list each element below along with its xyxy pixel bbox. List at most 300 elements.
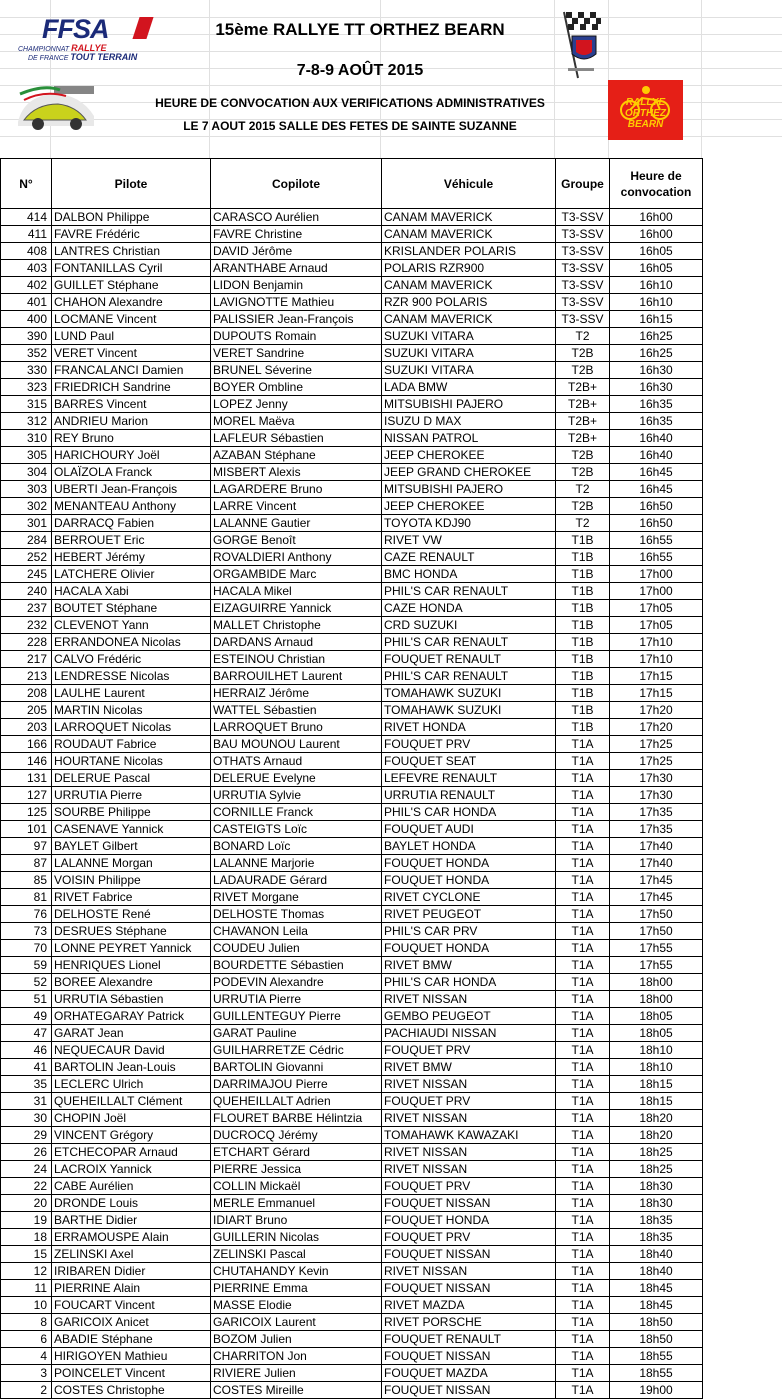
cell-groupe: T2B bbox=[556, 362, 610, 379]
cell-groupe: T1A bbox=[556, 1212, 610, 1229]
cell-heure: 18h00 bbox=[610, 991, 703, 1008]
cell-vehicule: KRISLANDER POLARIS bbox=[382, 243, 556, 260]
cell-vehicule: RIVET BMW bbox=[382, 957, 556, 974]
cell-number: 101 bbox=[1, 821, 52, 838]
cell-copilote: LOPEZ Jenny bbox=[211, 396, 382, 413]
cell-number: 240 bbox=[1, 583, 52, 600]
cell-pilote: FOUCART Vincent bbox=[52, 1297, 211, 1314]
cell-vehicule: FOUQUET NISSAN bbox=[382, 1195, 556, 1212]
cell-copilote: CHUTAHANDY Kevin bbox=[211, 1263, 382, 1280]
cell-pilote: DELERUE Pascal bbox=[52, 770, 211, 787]
cell-vehicule: FOUQUET SEAT bbox=[382, 753, 556, 770]
cell-copilote: IDIART Bruno bbox=[211, 1212, 382, 1229]
cell-heure: 17h40 bbox=[610, 855, 703, 872]
cell-pilote: CASENAVE Yannick bbox=[52, 821, 211, 838]
cell-number: 24 bbox=[1, 1161, 52, 1178]
cell-heure: 17h00 bbox=[610, 566, 703, 583]
cell-vehicule: PACHIAUDI NISSAN bbox=[382, 1025, 556, 1042]
cell-vehicule: CAZE HONDA bbox=[382, 600, 556, 617]
cell-number: 29 bbox=[1, 1127, 52, 1144]
cell-number: 217 bbox=[1, 651, 52, 668]
table-row bbox=[1, 1246, 703, 1263]
cell-number: 6 bbox=[1, 1331, 52, 1348]
cell-heure: 17h45 bbox=[610, 872, 703, 889]
col-header-pilote: Pilote bbox=[52, 159, 211, 209]
table-row bbox=[1, 600, 703, 617]
cell-heure: 16h55 bbox=[610, 532, 703, 549]
page-title: 15ème RALLYE TT ORTHEZ BEARN bbox=[215, 20, 505, 39]
cell-number: 22 bbox=[1, 1178, 52, 1195]
cell-vehicule: FOUQUET RENAULT bbox=[382, 1331, 556, 1348]
cell-heure: 17h00 bbox=[610, 583, 703, 600]
table-row bbox=[1, 651, 703, 668]
table-row bbox=[1, 226, 703, 243]
cell-groupe: T1A bbox=[556, 1365, 610, 1382]
cell-number: 228 bbox=[1, 634, 52, 651]
cell-vehicule: CANAM MAVERICK bbox=[382, 311, 556, 328]
cell-copilote: PIERRINE Emma bbox=[211, 1280, 382, 1297]
cell-groupe: T2B+ bbox=[556, 430, 610, 447]
cell-vehicule: URRUTIA RENAULT bbox=[382, 787, 556, 804]
cell-copilote: GORGE Benoît bbox=[211, 532, 382, 549]
cell-number: 312 bbox=[1, 413, 52, 430]
cell-heure: 16h50 bbox=[610, 498, 703, 515]
cell-copilote: BARTOLIN Giovanni bbox=[211, 1059, 382, 1076]
cell-number: 208 bbox=[1, 685, 52, 702]
cell-pilote: VOISIN Philippe bbox=[52, 872, 211, 889]
cell-copilote: QUEHEILLALT Adrien bbox=[211, 1093, 382, 1110]
cell-pilote: ETCHECOPAR Arnaud bbox=[52, 1144, 211, 1161]
table-row bbox=[1, 1195, 703, 1212]
cell-copilote: MALLET Christophe bbox=[211, 617, 382, 634]
cell-vehicule: SUZUKI VITARA bbox=[382, 328, 556, 345]
cell-pilote: CHAHON Alexandre bbox=[52, 294, 211, 311]
cell-heure: 18h25 bbox=[610, 1144, 703, 1161]
cell-heure: 17h25 bbox=[610, 753, 703, 770]
table-row bbox=[1, 277, 703, 294]
cell-number: 31 bbox=[1, 1093, 52, 1110]
cell-copilote: MOREL Maëva bbox=[211, 413, 382, 430]
cell-pilote: ERRAMOUSPE Alain bbox=[52, 1229, 211, 1246]
cell-vehicule: RIVET PORSCHE bbox=[382, 1314, 556, 1331]
cell-copilote: BONARD Loïc bbox=[211, 838, 382, 855]
table-row bbox=[1, 685, 703, 702]
cell-groupe: T1B bbox=[556, 668, 610, 685]
table-row bbox=[1, 974, 703, 991]
table-row bbox=[1, 1042, 703, 1059]
cell-groupe: T1A bbox=[556, 1195, 610, 1212]
cell-groupe: T1A bbox=[556, 974, 610, 991]
cell-copilote: AZABAN Stéphane bbox=[211, 447, 382, 464]
cell-groupe: T1A bbox=[556, 1348, 610, 1365]
cell-vehicule: FOUQUET PRV bbox=[382, 736, 556, 753]
checkered-flag-logo bbox=[558, 8, 602, 80]
cell-number: 301 bbox=[1, 515, 52, 532]
cell-heure: 18h40 bbox=[610, 1263, 703, 1280]
cell-copilote: CHAVANON Leila bbox=[211, 923, 382, 940]
table-row bbox=[1, 413, 703, 430]
table-row bbox=[1, 379, 703, 396]
cell-vehicule: JEEP CHEROKEE bbox=[382, 498, 556, 515]
cell-heure: 18h30 bbox=[610, 1195, 703, 1212]
table-row bbox=[1, 1212, 703, 1229]
cell-copilote: RIVET Morgane bbox=[211, 889, 382, 906]
cell-heure: 16h00 bbox=[610, 209, 703, 226]
cell-number: 19 bbox=[1, 1212, 52, 1229]
cell-heure: 18h45 bbox=[610, 1280, 703, 1297]
cell-pilote: ZELINSKI Axel bbox=[52, 1246, 211, 1263]
cell-groupe: T1B bbox=[556, 583, 610, 600]
cell-groupe: T1B bbox=[556, 617, 610, 634]
cell-copilote: MISBERT Alexis bbox=[211, 464, 382, 481]
cell-groupe: T1A bbox=[556, 1382, 610, 1399]
cell-groupe: T1A bbox=[556, 957, 610, 974]
cell-number: 4 bbox=[1, 1348, 52, 1365]
cell-vehicule: RIVET NISSAN bbox=[382, 1161, 556, 1178]
cell-number: 390 bbox=[1, 328, 52, 345]
table-row bbox=[1, 821, 703, 838]
cell-heure: 16h50 bbox=[610, 515, 703, 532]
cell-copilote: PIERRE Jessica bbox=[211, 1161, 382, 1178]
cell-copilote: ORGAMBIDE Marc bbox=[211, 566, 382, 583]
cell-number: 401 bbox=[1, 294, 52, 311]
cell-groupe: T1A bbox=[556, 770, 610, 787]
cell-pilote: HENRIQUES Lionel bbox=[52, 957, 211, 974]
col-header-heure: Heure de convocation bbox=[610, 159, 703, 209]
table-row bbox=[1, 957, 703, 974]
cell-groupe: T1A bbox=[556, 1059, 610, 1076]
cell-copilote: EIZAGUIRRE Yannick bbox=[211, 600, 382, 617]
cell-vehicule: RIVET NISSAN bbox=[382, 1110, 556, 1127]
cell-number: 305 bbox=[1, 447, 52, 464]
cell-vehicule: RIVET NISSAN bbox=[382, 991, 556, 1008]
cell-copilote: COLLIN Mickaël bbox=[211, 1178, 382, 1195]
cell-copilote: ARANTHABE Arnaud bbox=[211, 260, 382, 277]
cell-vehicule: FOUQUET NISSAN bbox=[382, 1280, 556, 1297]
cell-groupe: T1A bbox=[556, 991, 610, 1008]
cell-groupe: T3-SSV bbox=[556, 209, 610, 226]
ffsa-logo-subtitle-1: CHAMPIONNAT RALLYE bbox=[18, 43, 107, 53]
cell-groupe: T3-SSV bbox=[556, 311, 610, 328]
cell-heure: 17h15 bbox=[610, 685, 703, 702]
cell-heure: 16h25 bbox=[610, 345, 703, 362]
table-row bbox=[1, 991, 703, 1008]
cell-heure: 16h40 bbox=[610, 430, 703, 447]
cell-groupe: T1B bbox=[556, 702, 610, 719]
cell-heure: 18h15 bbox=[610, 1093, 703, 1110]
cell-groupe: T1A bbox=[556, 1042, 610, 1059]
cell-pilote: HOURTANE Nicolas bbox=[52, 753, 211, 770]
cell-groupe: T1A bbox=[556, 1127, 610, 1144]
orthez-bearn-rally-logo bbox=[608, 80, 683, 140]
cell-vehicule: BMC HONDA bbox=[382, 566, 556, 583]
cell-pilote: VERET Vincent bbox=[52, 345, 211, 362]
cell-number: 41 bbox=[1, 1059, 52, 1076]
cell-number: 81 bbox=[1, 889, 52, 906]
cell-pilote: FRIEDRICH Sandrine bbox=[52, 379, 211, 396]
cell-heure: 18h10 bbox=[610, 1059, 703, 1076]
cell-pilote: URRUTIA Sébastien bbox=[52, 991, 211, 1008]
cell-number: 52 bbox=[1, 974, 52, 991]
cell-groupe: T2B bbox=[556, 345, 610, 362]
cell-number: 284 bbox=[1, 532, 52, 549]
orthez-bearn-logo-text: RALLYE ORTHEZ BEARN bbox=[625, 97, 666, 130]
cell-vehicule: TOMAHAWK SUZUKI bbox=[382, 702, 556, 719]
cell-heure: 17h30 bbox=[610, 787, 703, 804]
cell-vehicule: CRD SUZUKI bbox=[382, 617, 556, 634]
cell-heure: 16h25 bbox=[610, 328, 703, 345]
cell-vehicule: RIVET MAZDA bbox=[382, 1297, 556, 1314]
cell-heure: 17h15 bbox=[610, 668, 703, 685]
cell-copilote: BOZOM Julien bbox=[211, 1331, 382, 1348]
cell-copilote: DELERUE Evelyne bbox=[211, 770, 382, 787]
cell-number: 10 bbox=[1, 1297, 52, 1314]
table-row bbox=[1, 787, 703, 804]
table-row bbox=[1, 1127, 703, 1144]
cell-copilote: GUILLENTEGUY Pierre bbox=[211, 1008, 382, 1025]
cell-pilote: RIVET Fabrice bbox=[52, 889, 211, 906]
table-row bbox=[1, 1059, 703, 1076]
cell-copilote: HACALA Mikel bbox=[211, 583, 382, 600]
cell-copilote: COUDEU Julien bbox=[211, 940, 382, 957]
cell-heure: 16h40 bbox=[610, 447, 703, 464]
cell-number: 402 bbox=[1, 277, 52, 294]
cell-copilote: LARROQUET Bruno bbox=[211, 719, 382, 736]
cell-heure: 16h45 bbox=[610, 481, 703, 498]
cell-copilote: OTHATS Arnaud bbox=[211, 753, 382, 770]
cell-groupe: T3-SSV bbox=[556, 260, 610, 277]
table-row bbox=[1, 1178, 703, 1195]
cell-vehicule: PHIL'S CAR RENAULT bbox=[382, 634, 556, 651]
cell-number: 35 bbox=[1, 1076, 52, 1093]
col-header-copilote: Copilote bbox=[211, 159, 382, 209]
cell-number: 26 bbox=[1, 1144, 52, 1161]
cell-groupe: T2B+ bbox=[556, 379, 610, 396]
cell-heure: 16h55 bbox=[610, 549, 703, 566]
event-dates: 7-8-9 AOÛT 2015 bbox=[296, 62, 424, 79]
cell-heure: 17h50 bbox=[610, 906, 703, 923]
table-row bbox=[1, 855, 703, 872]
table-row bbox=[1, 498, 703, 515]
cell-groupe: T1A bbox=[556, 838, 610, 855]
cell-number: 302 bbox=[1, 498, 52, 515]
cell-pilote: CALVO Frédéric bbox=[52, 651, 211, 668]
cell-vehicule: PHIL'S CAR HONDA bbox=[382, 974, 556, 991]
cell-heure: 16h30 bbox=[610, 362, 703, 379]
cell-heure: 17h50 bbox=[610, 923, 703, 940]
cell-pilote: BERROUET Eric bbox=[52, 532, 211, 549]
cell-copilote: LAFLEUR Sébastien bbox=[211, 430, 382, 447]
cell-copilote: FAVRE Christine bbox=[211, 226, 382, 243]
cell-vehicule: FOUQUET PRV bbox=[382, 1093, 556, 1110]
cell-vehicule: CANAM MAVERICK bbox=[382, 277, 556, 294]
cell-pilote: BARTOLIN Jean-Louis bbox=[52, 1059, 211, 1076]
cell-pilote: DESRUES Stéphane bbox=[52, 923, 211, 940]
cell-vehicule: JEEP CHEROKEE bbox=[382, 447, 556, 464]
cell-pilote: LENDRESSE Nicolas bbox=[52, 668, 211, 685]
cell-groupe: T1A bbox=[556, 923, 610, 940]
cell-heure: 18h00 bbox=[610, 974, 703, 991]
cell-vehicule: LADA BMW bbox=[382, 379, 556, 396]
cell-number: 18 bbox=[1, 1229, 52, 1246]
cell-groupe: T1A bbox=[556, 1110, 610, 1127]
cell-heure: 18h35 bbox=[610, 1212, 703, 1229]
cell-copilote: PODEVIN Alexandre bbox=[211, 974, 382, 991]
cell-groupe: T1A bbox=[556, 1093, 610, 1110]
cell-vehicule: JEEP GRAND CHEROKEE bbox=[382, 464, 556, 481]
cell-copilote: URRUTIA Sylvie bbox=[211, 787, 382, 804]
cell-heure: 18h20 bbox=[610, 1110, 703, 1127]
cell-number: 51 bbox=[1, 991, 52, 1008]
table-row bbox=[1, 209, 703, 226]
cell-pilote: URRUTIA Pierre bbox=[52, 787, 211, 804]
cell-copilote: LARRE Vincent bbox=[211, 498, 382, 515]
cell-number: 87 bbox=[1, 855, 52, 872]
cell-pilote: COSTES Christophe bbox=[52, 1382, 211, 1399]
cell-copilote: URRUTIA Pierre bbox=[211, 991, 382, 1008]
table-row bbox=[1, 1110, 703, 1127]
cell-number: 330 bbox=[1, 362, 52, 379]
cell-vehicule: FOUQUET NISSAN bbox=[382, 1246, 556, 1263]
cell-heure: 18h05 bbox=[610, 1008, 703, 1025]
table-row bbox=[1, 362, 703, 379]
cell-vehicule: BAYLET HONDA bbox=[382, 838, 556, 855]
cell-heure: 17h30 bbox=[610, 770, 703, 787]
cell-pilote: HARICHOURY Joël bbox=[52, 447, 211, 464]
cell-copilote: CORNILLE Franck bbox=[211, 804, 382, 821]
cell-pilote: VINCENT Grégory bbox=[52, 1127, 211, 1144]
cell-number: 76 bbox=[1, 906, 52, 923]
cell-heure: 16h00 bbox=[610, 226, 703, 243]
cell-number: 20 bbox=[1, 1195, 52, 1212]
cell-copilote: ESTEINOU Christian bbox=[211, 651, 382, 668]
cell-copilote: BOYER Ombline bbox=[211, 379, 382, 396]
cell-copilote: DUPOUTS Romain bbox=[211, 328, 382, 345]
cell-heure: 16h35 bbox=[610, 396, 703, 413]
cell-vehicule: FOUQUET MAZDA bbox=[382, 1365, 556, 1382]
cell-groupe: T1B bbox=[556, 651, 610, 668]
cell-vehicule: PHIL'S CAR PRV bbox=[382, 923, 556, 940]
cell-vehicule: RIVET NISSAN bbox=[382, 1076, 556, 1093]
table-row bbox=[1, 532, 703, 549]
cell-number: 303 bbox=[1, 481, 52, 498]
cell-groupe: T1A bbox=[556, 1144, 610, 1161]
table-row bbox=[1, 396, 703, 413]
cell-groupe: T1B bbox=[556, 549, 610, 566]
cell-pilote: LALANNE Morgan bbox=[52, 855, 211, 872]
cell-heure: 18h40 bbox=[610, 1246, 703, 1263]
cell-pilote: UBERTI Jean-François bbox=[52, 481, 211, 498]
table-row bbox=[1, 1144, 703, 1161]
cell-vehicule: GEMBO PEUGEOT bbox=[382, 1008, 556, 1025]
cell-vehicule: ISUZU D MAX bbox=[382, 413, 556, 430]
cell-vehicule: RIVET NISSAN bbox=[382, 1144, 556, 1161]
cell-heure: 18h45 bbox=[610, 1297, 703, 1314]
cell-number: 30 bbox=[1, 1110, 52, 1127]
cell-groupe: T1A bbox=[556, 753, 610, 770]
cell-heure: 17h25 bbox=[610, 736, 703, 753]
cell-heure: 16h15 bbox=[610, 311, 703, 328]
table-row bbox=[1, 243, 703, 260]
cell-pilote: LOCMANE Vincent bbox=[52, 311, 211, 328]
ffsa-logo-mark bbox=[132, 17, 153, 39]
cell-number: 59 bbox=[1, 957, 52, 974]
cell-groupe: T1A bbox=[556, 889, 610, 906]
cell-number: 166 bbox=[1, 736, 52, 753]
cell-pilote: QUEHEILLALT Clément bbox=[52, 1093, 211, 1110]
cell-pilote: FRANCALANCI Damien bbox=[52, 362, 211, 379]
cell-pilote: LATCHERE Olivier bbox=[52, 566, 211, 583]
cell-pilote: LARROQUET Nicolas bbox=[52, 719, 211, 736]
cell-vehicule: TOMAHAWK SUZUKI bbox=[382, 685, 556, 702]
cell-pilote: HEBERT Jérémy bbox=[52, 549, 211, 566]
table-row bbox=[1, 481, 703, 498]
cell-pilote: NEQUECAUR David bbox=[52, 1042, 211, 1059]
cell-vehicule: LEFEVRE RENAULT bbox=[382, 770, 556, 787]
cell-heure: 16h05 bbox=[610, 260, 703, 277]
table-row bbox=[1, 906, 703, 923]
cell-pilote: LACROIX Yannick bbox=[52, 1161, 211, 1178]
cell-number: 400 bbox=[1, 311, 52, 328]
col-header-groupe: Groupe bbox=[556, 159, 610, 209]
subtitle-location: LE 7 AOUT 2015 SALLE DES FETES DE SAINTE SUZANNE bbox=[183, 119, 517, 133]
cell-copilote: LALANNE Gautier bbox=[211, 515, 382, 532]
cell-groupe: T1B bbox=[556, 719, 610, 736]
cell-number: 232 bbox=[1, 617, 52, 634]
cell-heure: 18h10 bbox=[610, 1042, 703, 1059]
cell-pilote: MARTIN Nicolas bbox=[52, 702, 211, 719]
cell-copilote: ETCHART Gérard bbox=[211, 1144, 382, 1161]
cell-pilote: PIERRINE Alain bbox=[52, 1280, 211, 1297]
cell-groupe: T1A bbox=[556, 804, 610, 821]
cell-vehicule: MITSUBISHI PAJERO bbox=[382, 481, 556, 498]
cell-vehicule: POLARIS RZR900 bbox=[382, 260, 556, 277]
cell-groupe: T1A bbox=[556, 1178, 610, 1195]
cell-heure: 16h10 bbox=[610, 277, 703, 294]
cell-number: 12 bbox=[1, 1263, 52, 1280]
cell-number: 411 bbox=[1, 226, 52, 243]
cell-heure: 18h05 bbox=[610, 1025, 703, 1042]
table-row bbox=[1, 1331, 703, 1348]
cell-pilote: BAYLET Gilbert bbox=[52, 838, 211, 855]
table-row bbox=[1, 736, 703, 753]
cell-heure: 17h10 bbox=[610, 651, 703, 668]
table-row bbox=[1, 617, 703, 634]
cell-heure: 18h15 bbox=[610, 1076, 703, 1093]
cell-pilote: HACALA Xabi bbox=[52, 583, 211, 600]
cell-pilote: LAULHE Laurent bbox=[52, 685, 211, 702]
cell-pilote: ABADIE Stéphane bbox=[52, 1331, 211, 1348]
cell-groupe: T3-SSV bbox=[556, 243, 610, 260]
cell-vehicule: SUZUKI VITARA bbox=[382, 345, 556, 362]
cell-pilote: OLAÏZOLA Franck bbox=[52, 464, 211, 481]
cell-vehicule: NISSAN PATROL bbox=[382, 430, 556, 447]
cell-number: 245 bbox=[1, 566, 52, 583]
cell-groupe: T1A bbox=[556, 1025, 610, 1042]
cell-groupe: T2 bbox=[556, 328, 610, 345]
table-row bbox=[1, 1076, 703, 1093]
cell-groupe: T1A bbox=[556, 821, 610, 838]
cell-number: 408 bbox=[1, 243, 52, 260]
cell-pilote: MENANTEAU Anthony bbox=[52, 498, 211, 515]
cell-heure: 16h45 bbox=[610, 464, 703, 481]
cell-vehicule: MITSUBISHI PAJERO bbox=[382, 396, 556, 413]
cell-groupe: T1A bbox=[556, 1263, 610, 1280]
cell-pilote: POINCELET Vincent bbox=[52, 1365, 211, 1382]
cell-heure: 16h30 bbox=[610, 379, 703, 396]
cell-pilote: BOREE Alexandre bbox=[52, 974, 211, 991]
cell-groupe: T1A bbox=[556, 1161, 610, 1178]
